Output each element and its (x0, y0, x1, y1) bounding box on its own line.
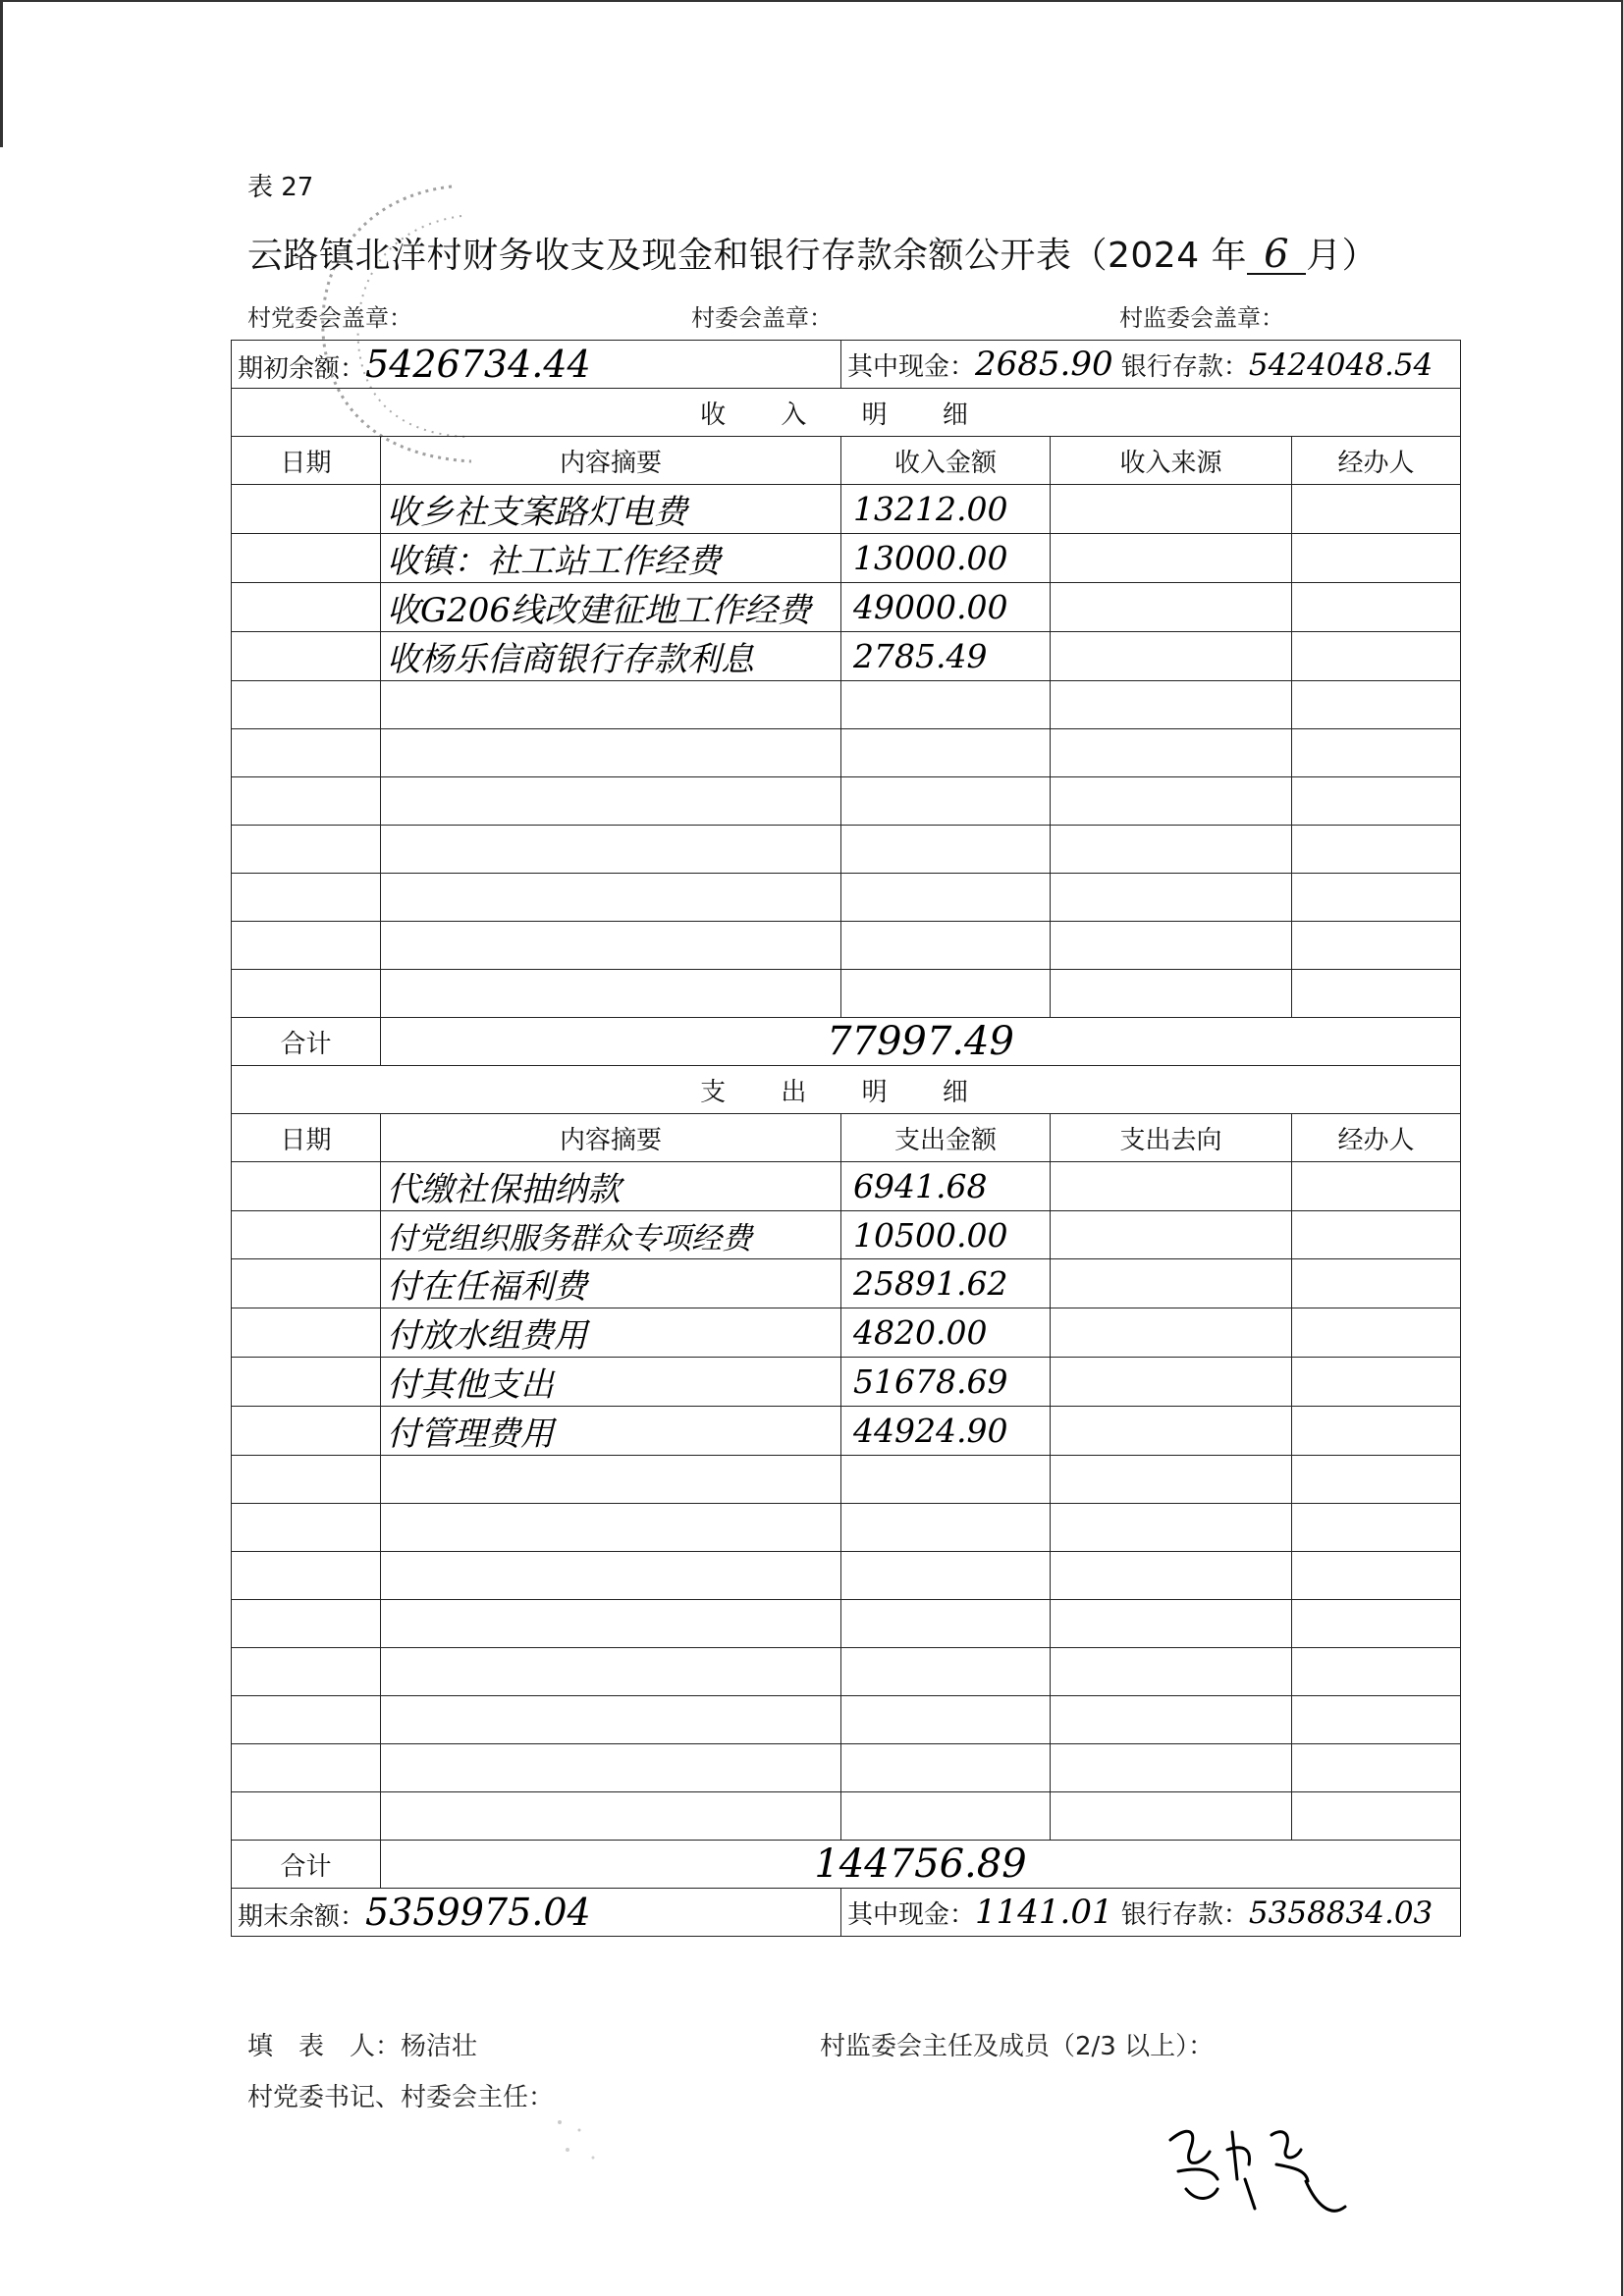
opening-breakdown-cell (841, 341, 1461, 389)
closing-balance-value: 5359975.04 (365, 1891, 591, 1934)
handler-cell (1292, 583, 1461, 632)
table-row-empty (232, 970, 1461, 1018)
date-cell (232, 632, 381, 681)
handwritten-signature (1159, 2110, 1355, 2228)
expense-total-row (232, 1841, 1461, 1889)
closing-balance-label: 期末余额： (238, 1902, 366, 1932)
document-title (247, 228, 1378, 278)
source-cell (1051, 632, 1292, 681)
title-suffix: 月） (1306, 236, 1379, 276)
date-cell (232, 1162, 381, 1211)
source-cell (1051, 583, 1292, 632)
closing-cash-label: 其中现金： (847, 1900, 976, 1930)
opening-balance-value: 5426734.44 (365, 343, 591, 386)
date-cell (232, 1259, 381, 1308)
income-col-date: 日期 (232, 437, 381, 485)
source-cell (1051, 534, 1292, 583)
table-row-empty (232, 1600, 1461, 1648)
table-row (232, 583, 1461, 632)
expense-column-headers (232, 1114, 1461, 1162)
table-row-empty (232, 1456, 1461, 1504)
opening-cash-value: 2685.90 (975, 345, 1113, 384)
amount-cell: 13000.00 (841, 534, 1051, 583)
opening-balance-label: 期初余额： (238, 354, 366, 384)
committee-seal-label: 村委会盖章： (691, 304, 833, 332)
date-cell (232, 1358, 381, 1407)
date-cell (232, 1407, 381, 1456)
table-row (232, 1407, 1461, 1456)
handler-cell (1292, 534, 1461, 583)
opening-bank-value: 5424048.54 (1248, 347, 1434, 383)
opening-balance-cell (232, 341, 841, 389)
table-row-empty (232, 874, 1461, 922)
scan-edge-left (0, 0, 3, 147)
dest-cell (1051, 1407, 1292, 1456)
income-col-handler: 经办人 (1292, 437, 1461, 485)
amount-cell: 13212.00 (841, 485, 1051, 534)
amount-cell: 10500.00 (841, 1211, 1051, 1259)
opening-cash-label: 其中现金： (847, 352, 976, 382)
income-column-headers (232, 437, 1461, 485)
date-cell (232, 1308, 381, 1358)
closing-cash-value: 1141.01 (975, 1893, 1113, 1932)
scan-edge-top (0, 0, 1623, 2)
table-row-empty (232, 729, 1461, 777)
expense-total-label: 合计 (232, 1841, 381, 1889)
dest-cell (1051, 1259, 1292, 1308)
table-row-empty (232, 1504, 1461, 1552)
dest-cell (1051, 1162, 1292, 1211)
title-prefix: 云路镇北洋村财务收支及现金和银行存款余额公开表（2024 年 (247, 236, 1248, 276)
income-col-summary: 内容摘要 (381, 437, 841, 485)
party-seal-label: 村党委会盖章： (247, 304, 412, 332)
closing-balance-cell (232, 1889, 841, 1937)
summary-cell: 付在任福利费 (381, 1259, 841, 1308)
income-total-value: 77997.49 (381, 1018, 1461, 1066)
table-row (232, 1358, 1461, 1407)
summary-cell: 收乡社支案路灯电费 (381, 485, 841, 534)
date-cell (232, 485, 381, 534)
amount-cell: 6941.68 (841, 1162, 1051, 1211)
summary-cell: 付其他支出 (381, 1358, 841, 1407)
table-row (232, 632, 1461, 681)
handler-cell (1292, 1407, 1461, 1456)
amount-cell: 2785.49 (841, 632, 1051, 681)
summary-cell: 付放水组费用 (381, 1308, 841, 1358)
opening-bank-label: 银行存款： (1120, 352, 1249, 382)
income-section-header (232, 389, 1461, 437)
table-row-empty (232, 1648, 1461, 1696)
expense-section-title: 支 出 明 细 (232, 1066, 1461, 1114)
closing-bank-value: 5358834.03 (1248, 1896, 1434, 1931)
handler-cell (1292, 485, 1461, 534)
amount-cell: 4820.00 (841, 1308, 1051, 1358)
closing-bank-label: 银行存款： (1120, 1900, 1249, 1930)
handler-cell (1292, 1211, 1461, 1259)
table-row (232, 1162, 1461, 1211)
amount-cell: 44924.90 (841, 1407, 1051, 1456)
title-month: 6 (1247, 236, 1306, 275)
table-row-empty (232, 1696, 1461, 1744)
amount-cell: 49000.00 (841, 583, 1051, 632)
dest-cell (1051, 1211, 1292, 1259)
handler-cell (1292, 632, 1461, 681)
income-col-source: 收入来源 (1051, 437, 1292, 485)
preparer-line: 填 表 人：杨洁壮 (247, 2032, 478, 2061)
table-row (232, 1211, 1461, 1259)
table-row-empty (232, 1552, 1461, 1600)
handler-cell (1292, 1162, 1461, 1211)
table-row (232, 1259, 1461, 1308)
secretary-line: 村党委书记、村委会主任： (247, 2083, 555, 2112)
table-row-empty (232, 777, 1461, 826)
income-section-title: 收 入 明 细 (232, 389, 1461, 437)
expense-col-handler: 经办人 (1292, 1114, 1461, 1162)
summary-cell: 代缴社保抽纳款 (381, 1162, 841, 1211)
handler-cell (1292, 1259, 1461, 1308)
expense-section-header (232, 1066, 1461, 1114)
handler-cell (1292, 1308, 1461, 1358)
dest-cell (1051, 1308, 1292, 1358)
table-row (232, 1308, 1461, 1358)
opening-balance-row (232, 341, 1461, 389)
income-total-label: 合计 (232, 1018, 381, 1066)
date-cell (232, 534, 381, 583)
expense-col-date: 日期 (232, 1114, 381, 1162)
amount-cell: 25891.62 (841, 1259, 1051, 1308)
expense-col-amount: 支出金额 (841, 1114, 1051, 1162)
table-row-empty (232, 1792, 1461, 1841)
date-cell (232, 583, 381, 632)
supervision-seal-label: 村监委会盖章： (1119, 304, 1284, 332)
expense-total-value: 144756.89 (381, 1841, 1461, 1889)
supervision-members-line: 村监委会主任及成员（2/3 以上）： (820, 2032, 1215, 2061)
finance-table (231, 340, 1461, 1937)
summary-cell: 付管理费用 (381, 1407, 841, 1456)
income-col-amount: 收入金额 (841, 437, 1051, 485)
handler-cell (1292, 1358, 1461, 1407)
table-row-empty (232, 826, 1461, 874)
date-cell (232, 1211, 381, 1259)
closing-balance-row (232, 1889, 1461, 1937)
income-total-row (232, 1018, 1461, 1066)
table-row (232, 534, 1461, 583)
table-row-empty (232, 681, 1461, 729)
summary-cell: 收G206线改建征地工作经费 (381, 583, 841, 632)
table-number-label: 表 27 (247, 173, 314, 202)
expense-col-summary: 内容摘要 (381, 1114, 841, 1162)
expense-col-dest: 支出去向 (1051, 1114, 1292, 1162)
table-row-empty (232, 922, 1461, 970)
table-row (232, 485, 1461, 534)
amount-cell: 51678.69 (841, 1358, 1051, 1407)
closing-breakdown-cell (841, 1889, 1461, 1937)
summary-cell: 收杨乐信商银行存款利息 (381, 632, 841, 681)
dest-cell (1051, 1358, 1292, 1407)
summary-cell: 付党组织服务群众专项经费 (381, 1211, 841, 1259)
scan-specks (550, 2110, 609, 2169)
source-cell (1051, 485, 1292, 534)
table-row-empty (232, 1744, 1461, 1792)
summary-cell: 收镇：社工站工作经费 (381, 534, 841, 583)
